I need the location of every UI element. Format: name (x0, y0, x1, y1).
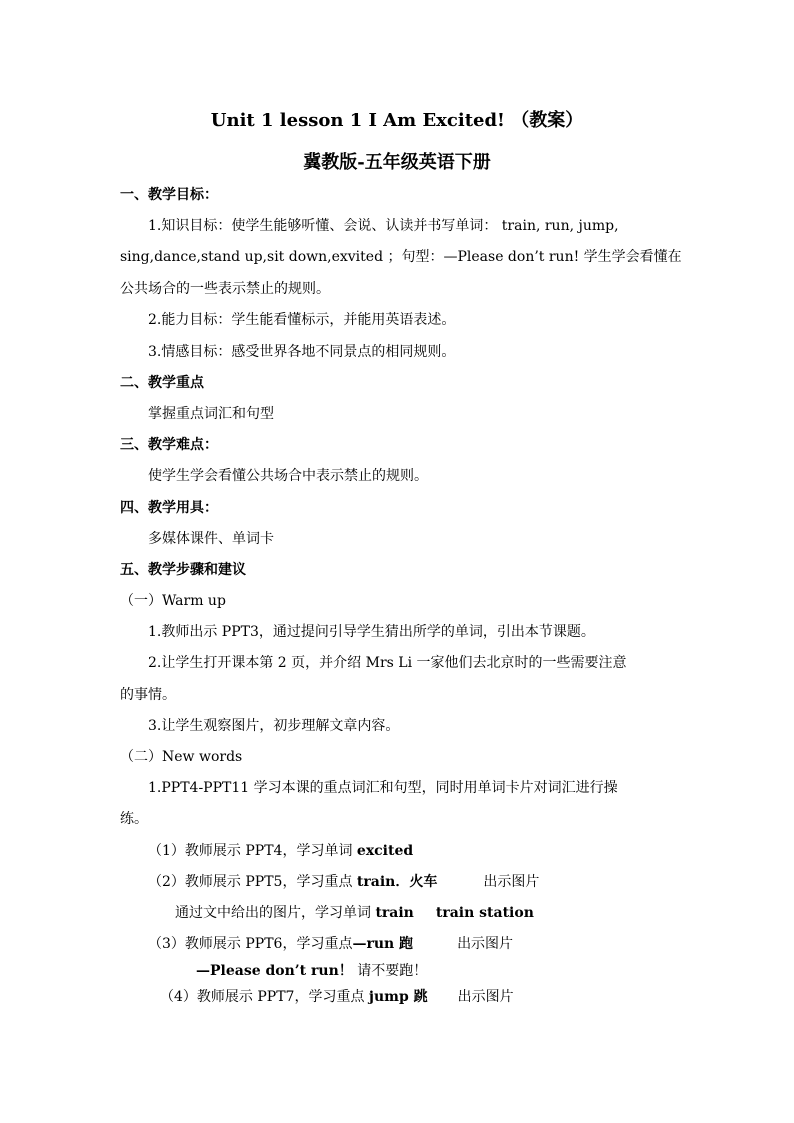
item-3-keyword: —run 跑 (352, 936, 414, 952)
step-1-2-line-1: 2.让学生打开课本第 2 页，并介绍 Mrs Li 一家他们去北京时的一些需要注意 (148, 655, 627, 671)
item-3 (148, 934, 513, 954)
item-2-sub-text: 通过文中给出的图片，学习单词 (175, 905, 376, 921)
document-subtitle: 冀教版-五年级英语下册 (303, 152, 491, 173)
part-2-heading: （二）New words (120, 749, 243, 765)
item-2-keyword: train．火车 (356, 874, 438, 890)
item-4-note: 出示图片 (457, 989, 514, 1005)
item-2 (148, 872, 539, 892)
objective-1-line-3: 公共场合的一些表示禁止的规则。 (120, 281, 330, 297)
item-1-text: （1）教师展示 PPT4，学习单词 (148, 843, 357, 859)
step-1-3: 3.让学生观察图片，初步理解文章内容。 (148, 718, 400, 734)
section-3-heading: 三、教学难点： (120, 437, 218, 453)
section-4-body: 多媒体课件、单词卡 (148, 531, 274, 547)
objective-2: 2.能力目标：学生能看懂标示，并能用英语表述。 (148, 312, 456, 328)
objective-3: 3.情感目标：感受世界各地不同景点的相同规则。 (148, 344, 456, 360)
item-2-note: 出示图片 (483, 874, 540, 890)
item-3-sub-keyword: —Please don’t run！ (196, 963, 353, 979)
section-5-heading: 五、教学步骤和建议 (120, 562, 246, 578)
objective-1-line-2: sing,dance,stand up,sit down,exvited ；句型：—Please don’t run! 学生学会看懂在 (120, 249, 682, 265)
item-4 (160, 987, 514, 1007)
section-4-heading: 四、教学用具： (120, 500, 218, 516)
item-4-text: （4）教师展示 PPT7，学习重点 (160, 989, 369, 1005)
objective-1-line-1: 1.知识目标：使学生能够听懂、会说、认读并书写单词： train, run, jump, (148, 218, 619, 234)
section-2-body: 掌握重点词汇和句型 (148, 406, 274, 422)
step-2-1-line-1: 1.PPT4-PPT11 学习本课的重点词汇和句型，同时用单词卡片对词汇进行操 (148, 780, 618, 796)
part-1-heading: （一）Warm up (120, 593, 226, 609)
step-1-1: 1.教师出示 PPT3，通过提问引导学生猜出所学的单词，引出本节课题。 (148, 624, 595, 640)
item-3-note: 出示图片 (457, 936, 514, 952)
section-3-body: 使学生学会看懂公共场合中表示禁止的规则。 (148, 468, 428, 484)
section-2-heading: 二、教学重点 (120, 375, 204, 391)
item-2-text: （2）教师展示 PPT5，学习重点 (148, 874, 357, 890)
item-1 (148, 841, 413, 861)
document-title: Unit 1 lesson 1 I Am Excited! （教案） (210, 110, 584, 131)
item-3-sub-translation: 请不要跑！ (352, 963, 428, 979)
item-2-sub-keyword-1: train (375, 905, 414, 921)
step-1-2-line-2: 的事情。 (120, 687, 176, 703)
item-3-sub (196, 961, 427, 981)
item-4-keyword: jump 跳 (368, 989, 428, 1005)
item-2-sub (175, 903, 534, 923)
section-1-heading: 一、教学目标： (120, 187, 218, 203)
step-2-1-line-2: 练。 (120, 811, 148, 827)
item-1-keyword: excited (356, 843, 414, 859)
item-2-sub-keyword-2: train station (435, 905, 534, 921)
item-3-text: （3）教师展示 PPT6，学习重点 (148, 936, 353, 952)
